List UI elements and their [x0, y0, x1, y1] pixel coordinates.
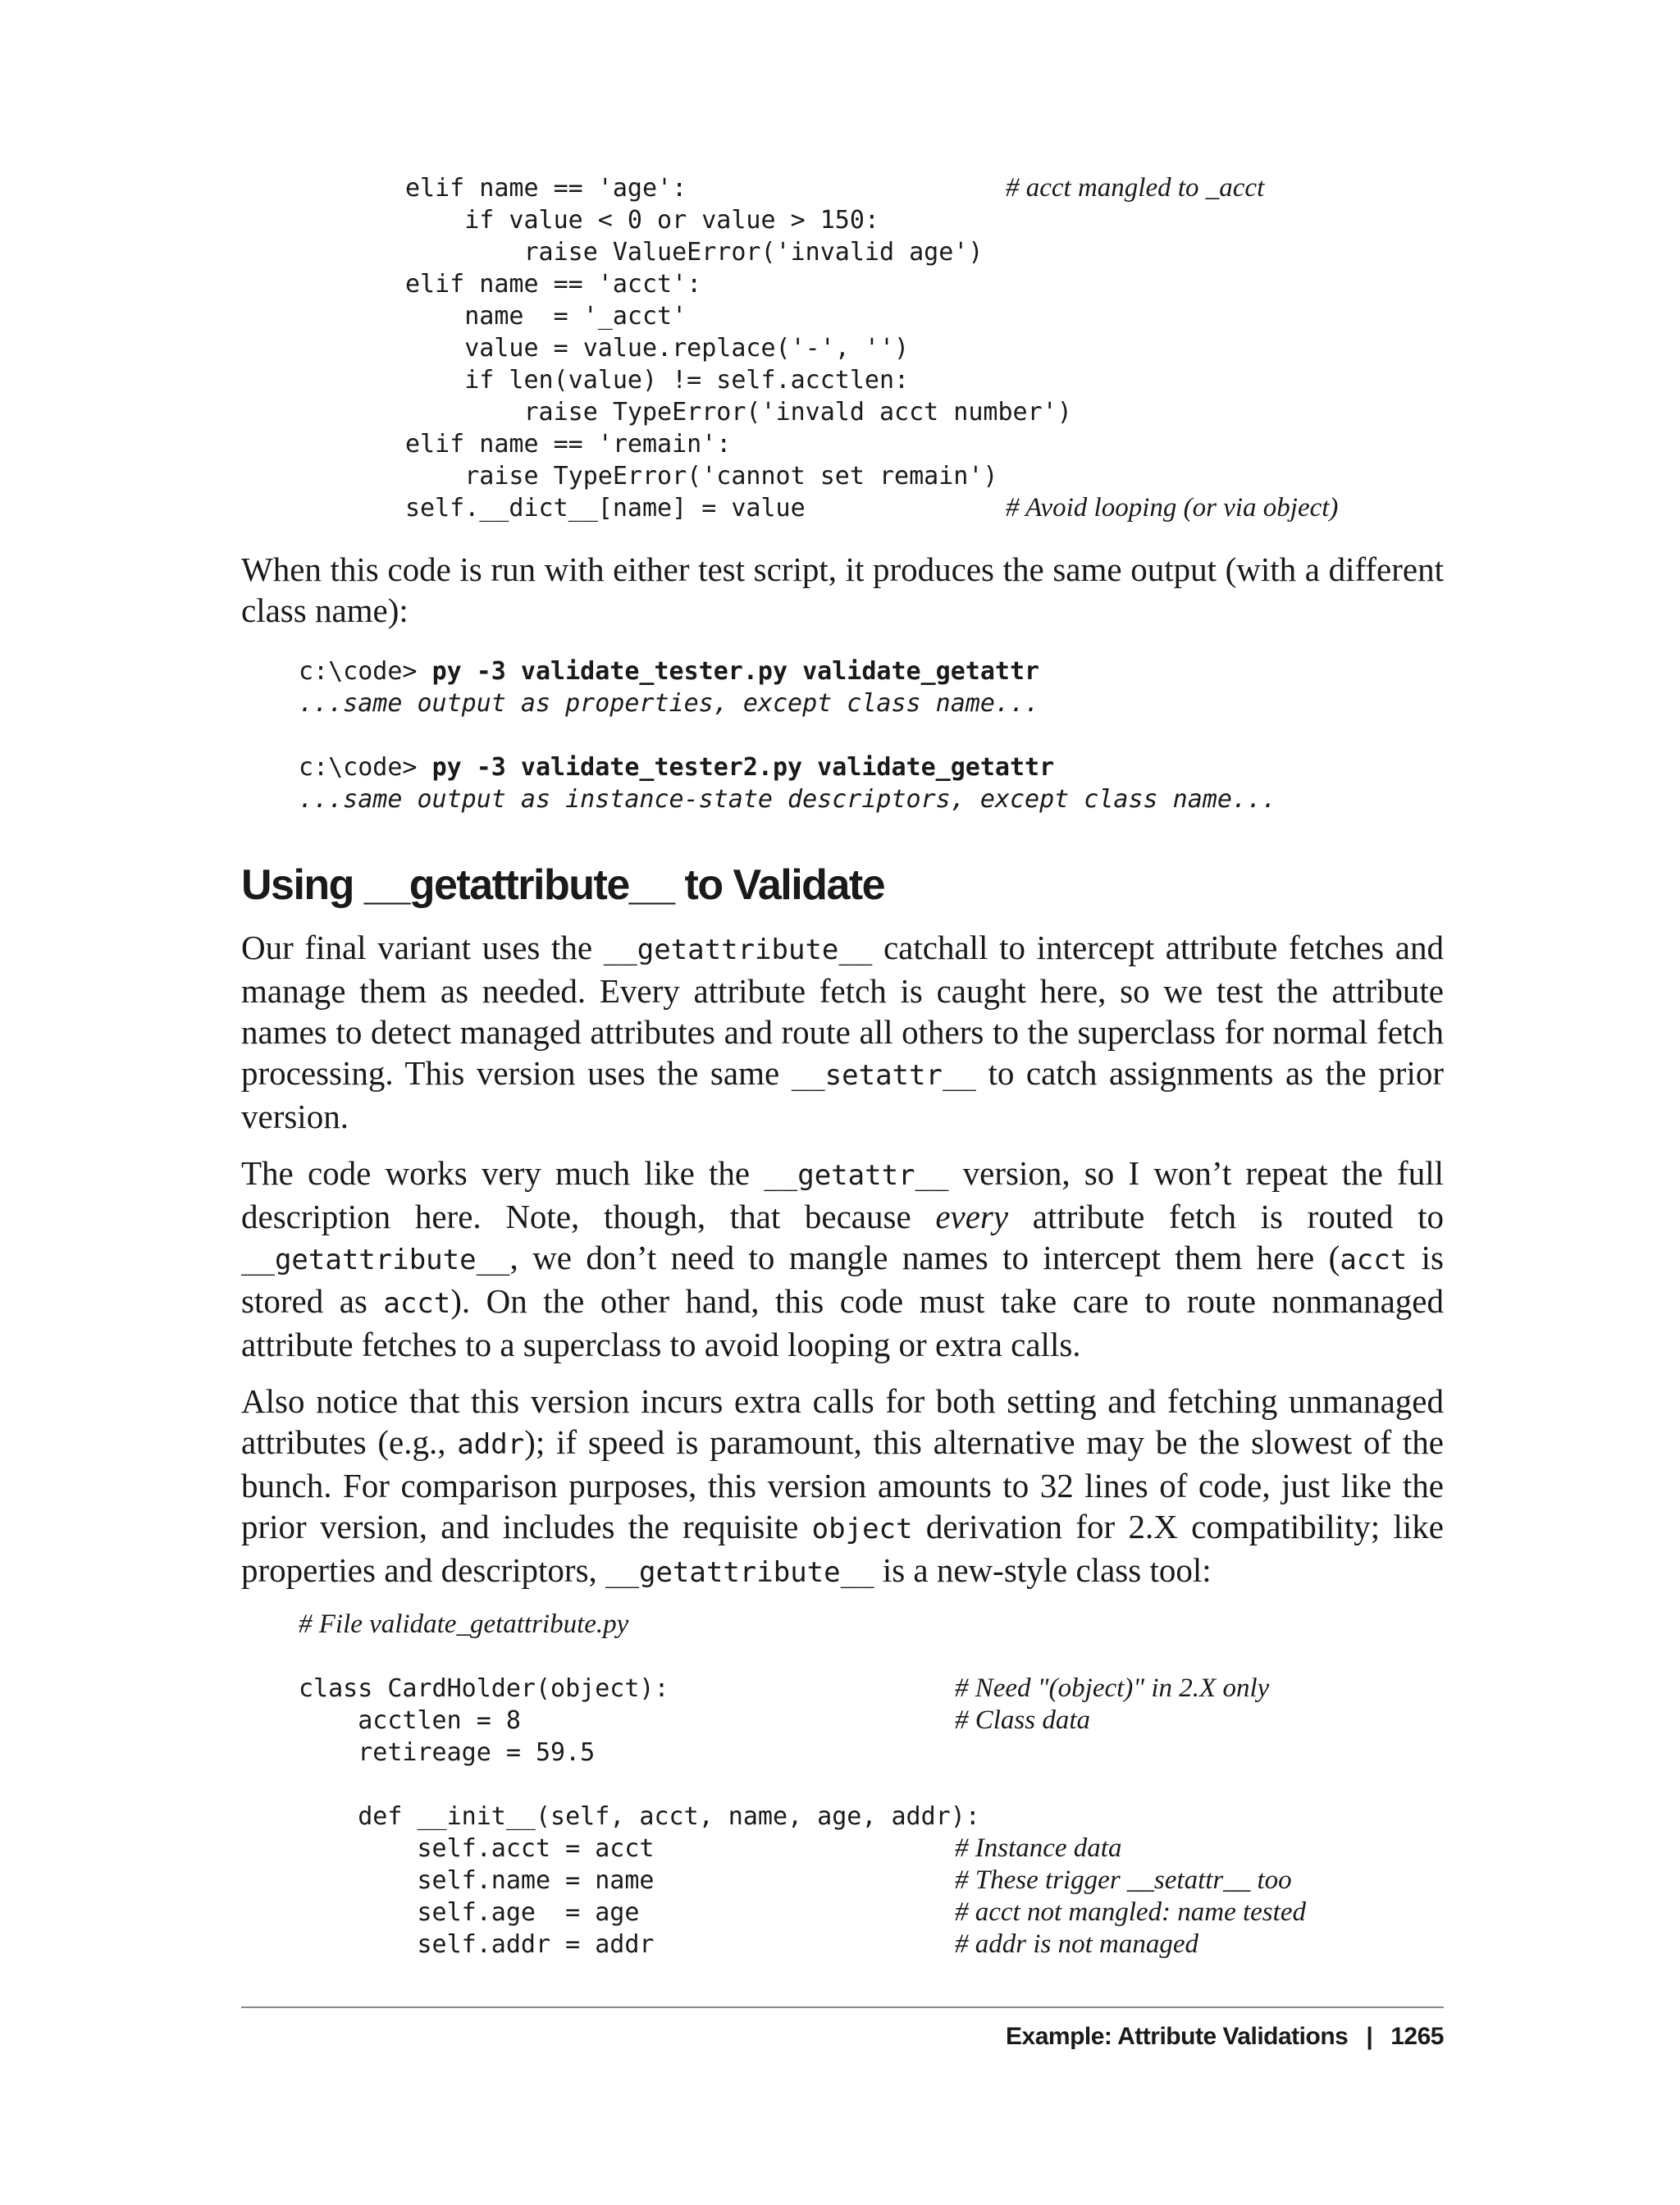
- text: derivation for 2.X compatibility; like properties and descriptors,: [241, 1508, 1444, 1589]
- inline-code: __getattribute__: [605, 1556, 874, 1589]
- code-comment: # Instance data: [955, 1833, 1122, 1863]
- code-text: elif name == 'age':: [405, 174, 687, 203]
- code-line: [405, 204, 1444, 236]
- code-comment: # addr is not managed: [955, 1929, 1198, 1959]
- code-line: [299, 1673, 1444, 1705]
- console-prompt: c:\code>: [299, 753, 432, 782]
- code-comment: # acct not mangled: name tested: [955, 1897, 1306, 1927]
- inline-code: __setattr__: [791, 1059, 976, 1092]
- code-line: [405, 300, 1444, 332]
- code-text: self.name = name: [299, 1866, 655, 1895]
- console-line: [299, 719, 1444, 751]
- console-prompt: c:\code>: [299, 657, 432, 686]
- code-line: [405, 332, 1444, 364]
- text: attribute fetch is routed to: [1008, 1198, 1444, 1235]
- text: Our final variant uses the: [241, 929, 604, 966]
- code-text: raise TypeError('cannot set remain'): [405, 462, 998, 491]
- code-line: [405, 492, 1444, 524]
- footer-separator: |: [1366, 2023, 1373, 2050]
- footer-section-title: Example: Attribute Validations: [1006, 2023, 1349, 2050]
- paragraph-intro: When this code is run with either test script, it produces the same output (with a different class name):: [241, 550, 1444, 629]
- code-text: name = '_acct': [405, 302, 687, 331]
- code-line: [405, 428, 1444, 460]
- code-text: self.__dict__[name] = value: [405, 494, 806, 523]
- inline-code: __getattribute__: [241, 1244, 510, 1276]
- console-command: py -3 validate_tester2.py validate_getattr: [431, 753, 1055, 782]
- code-line: [299, 1833, 1444, 1865]
- code-line: [405, 236, 1444, 268]
- inline-code: acct: [1340, 1244, 1408, 1276]
- code-line: [405, 364, 1444, 396]
- text: ); if speed is paramount, this alternative may be the slowest of the bunch. For comparison purposes, this version amounts to 32 lines of code, just like the prior version, and includes the requisite: [241, 1423, 1445, 1545]
- code-line: [299, 1865, 1444, 1897]
- text: ). On the other hand, this code must take care to route nonmanaged attribute fetches to a superclass to avoid looping or extra calls.: [241, 1282, 1444, 1363]
- page-number: 1265: [1390, 2023, 1444, 2050]
- console-output: ...same output as instance-state descriptors, except class name...: [299, 785, 1277, 814]
- code-text: if len(value) != self.acctlen:: [405, 366, 910, 395]
- code-text: if value < 0 or value > 150:: [405, 206, 879, 235]
- code-text: class CardHolder(object):: [299, 1674, 669, 1703]
- inline-code: acct: [383, 1287, 451, 1320]
- code-line: [405, 396, 1444, 428]
- paragraph-2: [241, 1153, 1444, 1365]
- page-footer: [1006, 2023, 1444, 2051]
- console-line: [299, 783, 1444, 815]
- code-comment: # acct mangled to _acct: [1006, 173, 1265, 203]
- code-line: [405, 460, 1444, 492]
- code-line: [405, 268, 1444, 300]
- inline-code: __getattribute__: [603, 934, 873, 966]
- code-text: retireage = 59.5: [299, 1738, 596, 1767]
- code-line: [299, 1897, 1444, 1929]
- console-line: [299, 687, 1444, 719]
- code-line: [299, 1737, 1444, 1769]
- code-text: acctlen = 8: [299, 1706, 521, 1735]
- inline-code: addr: [457, 1428, 525, 1461]
- code-text: self.age = age: [299, 1898, 640, 1927]
- code-comment: # These trigger __setattr__ too: [955, 1865, 1292, 1895]
- code-comment: # Avoid looping (or via object): [1006, 493, 1339, 523]
- code-text: self.acct = acct: [299, 1834, 655, 1863]
- code-block-bottom: [299, 1609, 1444, 1961]
- code-text: raise ValueError('invalid age'): [405, 238, 984, 267]
- paragraph-1: [241, 927, 1444, 1137]
- console-line: [299, 655, 1444, 687]
- code-text: def __init__(self, acct, name, age, addr):: [299, 1802, 980, 1831]
- console-line: [299, 751, 1444, 783]
- code-text: elif name == 'acct':: [405, 270, 702, 299]
- code-comment: # Class data: [955, 1705, 1091, 1735]
- text: , we don’t need to mangle names to intercept them here (: [509, 1239, 1340, 1276]
- console-command: py -3 validate_tester.py validate_getattr: [431, 657, 1040, 686]
- text: Also notice that this version incurs extra calls for both setting and fetching unmanaged attributes (e.g.,: [241, 1382, 1444, 1461]
- footer-divider: [241, 2006, 1444, 2008]
- page-content: [241, 172, 1444, 1961]
- paragraph-3: [241, 1381, 1444, 1593]
- text: version, so I won’t repeat the full description here. Note, though, that because: [241, 1154, 1444, 1235]
- emphasis: every: [935, 1198, 1009, 1235]
- code-line: [299, 1769, 1444, 1801]
- text: is stored as: [241, 1239, 1444, 1320]
- console-output: ...same output as properties, except class name...: [299, 689, 1040, 718]
- code-comment: # Need "(object)" in 2.X only: [955, 1673, 1270, 1703]
- code-line: [299, 1801, 1444, 1833]
- code-line: [299, 1929, 1444, 1961]
- text: catchall to intercept attribute fetches and manage them as needed. Every attribute fetch is caught here, so we test the attribute names to detect managed attributes and route all others to the superclass for normal fetch processing. This version uses the same: [241, 929, 1444, 1092]
- code-text: value = value.replace('-', ''): [405, 334, 910, 363]
- text: The code works very much like the: [241, 1154, 765, 1192]
- code-line: [299, 1609, 1444, 1641]
- text: is a new-style class tool:: [874, 1551, 1212, 1589]
- section-heading: Using __getattribute__ to Validate: [241, 861, 885, 909]
- code-line: [299, 1641, 1444, 1673]
- code-line: [405, 172, 1444, 204]
- text: to catch assignments as the prior version.: [241, 1054, 1444, 1135]
- code-text: raise TypeError('invald acct number'): [405, 398, 1072, 427]
- inline-code: object: [811, 1513, 913, 1545]
- inline-code: __getattr__: [764, 1159, 949, 1192]
- code-block-top: [405, 172, 1444, 524]
- code-text: elif name == 'remain':: [405, 430, 732, 459]
- console-block: [299, 655, 1444, 815]
- code-text: self.addr = addr: [299, 1930, 655, 1959]
- code-line: [299, 1705, 1444, 1737]
- code-comment: # File validate_getattribute.py: [299, 1609, 629, 1639]
